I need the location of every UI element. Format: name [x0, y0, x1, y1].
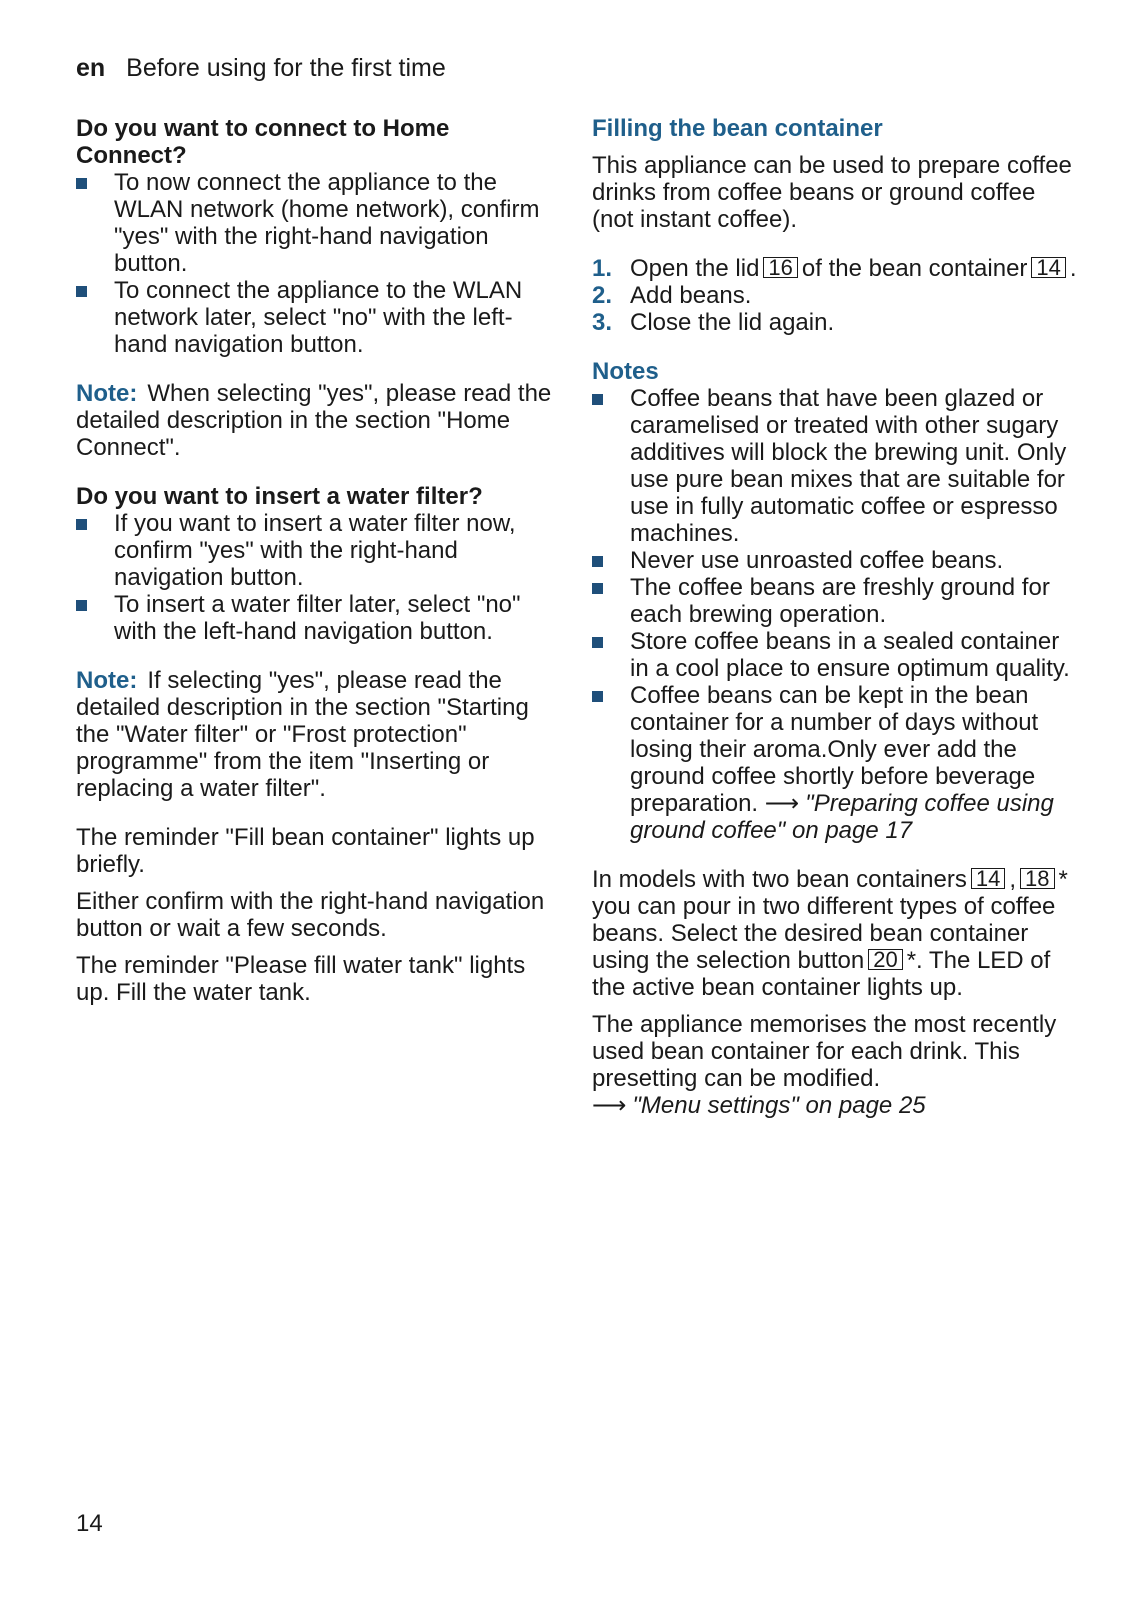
note-text: When selecting "yes", please read the detailed description in the section "Home Connect". [76, 380, 552, 461]
notes-list [592, 385, 1082, 844]
part-ref-14: 14 [1031, 257, 1065, 278]
step-item [592, 255, 1082, 282]
heading-filling-bean-container: Filling the bean container [592, 115, 883, 142]
right-column [592, 115, 1082, 1119]
part-ref-14: 14 [971, 868, 1005, 889]
two-containers-paragraph [592, 866, 1082, 1001]
list-item: To now connect the appliance to the WLAN network (home network), confirm "yes" with the right-hand navigation button. [76, 169, 556, 277]
step-item [592, 309, 1082, 336]
water-filter-options [76, 510, 556, 645]
page-header [76, 54, 446, 83]
step-number: 2. [592, 282, 613, 309]
part-ref-20: 20 [868, 949, 902, 970]
step-text: of the bean container [801, 255, 1028, 282]
list-item: To insert a water filter later, select "no" with the left-hand navigation button. [76, 591, 556, 645]
cross-reference-link[interactable]: "Preparing coffee using ground coffee" on page 17 [630, 790, 1054, 844]
cross-reference-link[interactable]: "Menu settings" on page 25 [632, 1092, 926, 1119]
step-text: Open the lid [630, 255, 760, 282]
paragraph-water-tank-reminder: The reminder "Please fill water tank" lights up. Fill the water tank. [76, 952, 526, 1006]
arrow-icon: ⟶ [764, 790, 800, 817]
paragraph-text: * you can pour in two different types of coffee beans. Select the desired bean container using the selection button [592, 866, 1068, 974]
language-code: en [76, 54, 106, 82]
step-text: Close the lid again. [630, 309, 835, 336]
list-item: Store coffee beans in a sealed container in a cool place to ensure optimum quality. [592, 628, 1082, 682]
section-title: Before using for the first time [126, 54, 446, 82]
paragraph-text: *. The LED of the active bean container lights up. [592, 947, 1051, 1001]
heading-water-filter: Do you want to insert a water filter? [76, 483, 483, 510]
paragraph-text: , [1009, 866, 1017, 893]
list-item [592, 682, 1082, 844]
paragraph-text: The appliance memorises the most recently used bean container for each drink. This presetting can be modified. [592, 1011, 1057, 1092]
page-number: 14 [76, 1510, 103, 1537]
intro-paragraph: This appliance can be used to prepare coffee drinks from coffee beans or ground coffee (not instant coffee). [592, 152, 1072, 233]
paragraph-text: In models with two bean containers [592, 866, 967, 893]
note-text: If selecting "yes", please read the detailed description in the section "Starting the "Water filter" or "Frost protection" programme" from the item "Inserting or replacing a water filter". [76, 667, 529, 802]
note-text: Coffee beans can be kept in the bean container for a number of days without losing their aroma.Only ever add the ground coffee shortly before beverage preparation. [630, 682, 1039, 817]
note-label: Note: [76, 667, 138, 694]
part-ref-18: 18 [1020, 868, 1054, 889]
arrow-icon: ⟶ [592, 1092, 627, 1119]
heading-home-connect: Do you want to connect to Home Connect? [76, 115, 450, 169]
list-item: The coffee beans are freshly ground for each brewing operation. [592, 574, 1082, 628]
list-item: Coffee beans that have been glazed or caramelised or treated with other sugary additives will block the brewing unit. Only use pure bean mixes that are suitable for use in fully automatic coffee or espresso machines. [592, 385, 1082, 547]
memorise-paragraph [592, 1011, 1082, 1119]
part-ref-16: 16 [763, 257, 797, 278]
step-number: 3. [592, 309, 613, 336]
list-item: Never use unroasted coffee beans. [592, 547, 1082, 574]
home-connect-options [76, 169, 556, 358]
step-text: Add beans. [630, 282, 752, 309]
note-home-connect [76, 380, 556, 461]
left-column [76, 115, 556, 1006]
note-water-filter [76, 667, 556, 802]
paragraph-confirm: Either confirm with the right-hand navigation button or wait a few seconds. [76, 888, 545, 942]
paragraph-fill-bean-reminder: The reminder "Fill bean container" lights up briefly. [76, 824, 535, 878]
step-item [592, 282, 1082, 309]
step-number: 1. [592, 255, 613, 282]
notes-heading: Notes [592, 358, 659, 385]
step-text: . [1069, 255, 1077, 282]
list-item: To connect the appliance to the WLAN network later, select "no" with the left-hand navigation button. [76, 277, 556, 358]
list-item: If you want to insert a water filter now, confirm "yes" with the right-hand navigation button. [76, 510, 556, 591]
filling-steps [592, 255, 1082, 336]
note-label: Note: [76, 380, 138, 407]
